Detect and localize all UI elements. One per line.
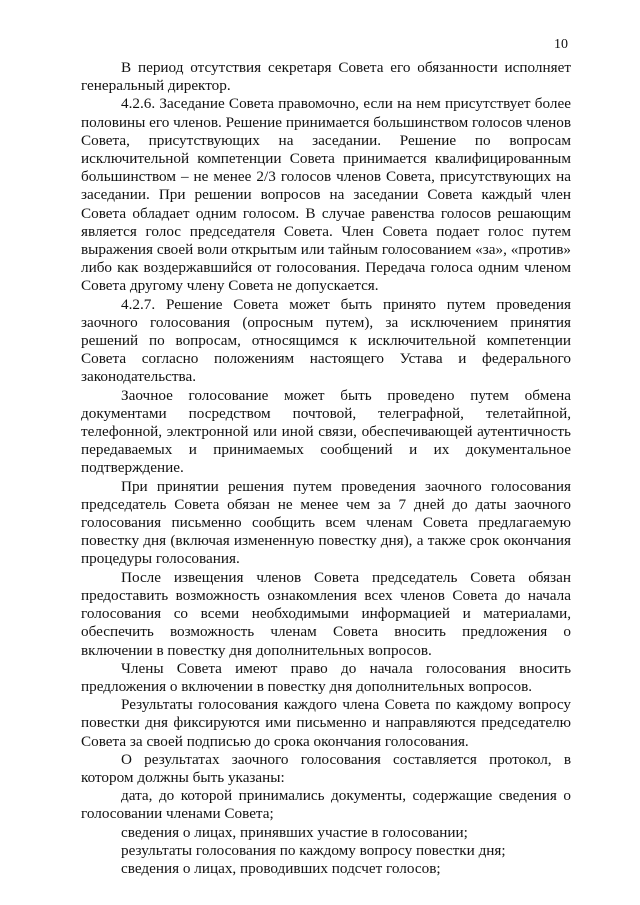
list-item: сведения о лицах, проводивших подсчет голосов; (121, 859, 441, 877)
paragraph-chairman-notice: При принятии решения путем проведения заочного голосования председатель Совета обязан не менее чем за 7 дней до даты заочного голосования письменно сообщить всем членам Совета предлагаемую повестку дня (включая измененную повестку дня), а также срок окончания процедуры голосования. (81, 477, 571, 568)
paragraph-protocol-intro: О результатах заочного голосования составляется протокол, в котором должны быть указаны: (81, 750, 571, 786)
paragraph-absentee-methods: Заочное голосование может быть проведено путем обмена документами посредством почтовой, телеграфной, телетайпной, телефонной, электронной или иной связи, обеспечивающей аутентичность передаваемых и принимаемых сообщений и их документальное подтверждение. (81, 386, 571, 477)
paragraph-4-2-6-quorum: 4.2.6. Заседание Совета правомочно, если на нем присутствует более половины его членов. Решение принимается большинством голосов членов Совета, присутствующих на заседании. Решение по вопросам исключительной компетенции Совета принимается квалифицированным большинством – не менее 2/3 голосов членов Совета, присутствующих на заседании. При решении вопросов на заседании Совета каждый член Совета обладает одним голосом. В случае равенства голосов решающим является голос председателя Совета. Член Совета подает голос путем выражения своей воли открытым или тайным голосованием «за», «против» либо как воздержавшийся от голосования. Передача голоса одним членом Совета другому члену Совета не допускается. (81, 95, 571, 295)
paragraph-4-2-7-absentee-vote: 4.2.7. Решение Совета может быть принято путем проведения заочного голосования (опросным путем), за исключением принятия решений по вопросам, относящимся к исключительной компетенции Совета согласно положениям настоящего Устава и федерального законодательства. (81, 295, 571, 386)
document-body (81, 59, 571, 878)
list-item: результаты голосования по каждому вопросу повестки дня; (121, 841, 506, 859)
paragraph-vote-results: Результаты голосования каждого члена Совета по каждому вопросу повестки дня фиксируются ими письменно и направляются председателю Совета за своей подписью до срока окончания голосования. (81, 696, 571, 750)
paragraph-agenda-proposals: Члены Совета имеют право до начала голосования вносить предложения о включении в повестку дня дополнительных вопросов. (81, 659, 571, 695)
list-item: сведения о лицах, принявших участие в голосовании; (121, 823, 468, 841)
list-item: дата, до которой принимались документы, содержащие сведения о голосовании членами Совета; (81, 787, 571, 823)
page-number: 10 (554, 37, 568, 52)
paragraph-secretary-absence: В период отсутствия секретаря Совета его обязанности исполняет генеральный директор. (81, 59, 571, 95)
paragraph-materials-access: После извещения членов Совета председатель Совета обязан предоставить возможность ознакомления всех членов Совета до начала голосования со всеми необходимыми информацией и материалами, обеспечить возможность членам Совета вносить предложения о включении в повестку дня дополнительных вопросов. (81, 568, 571, 659)
